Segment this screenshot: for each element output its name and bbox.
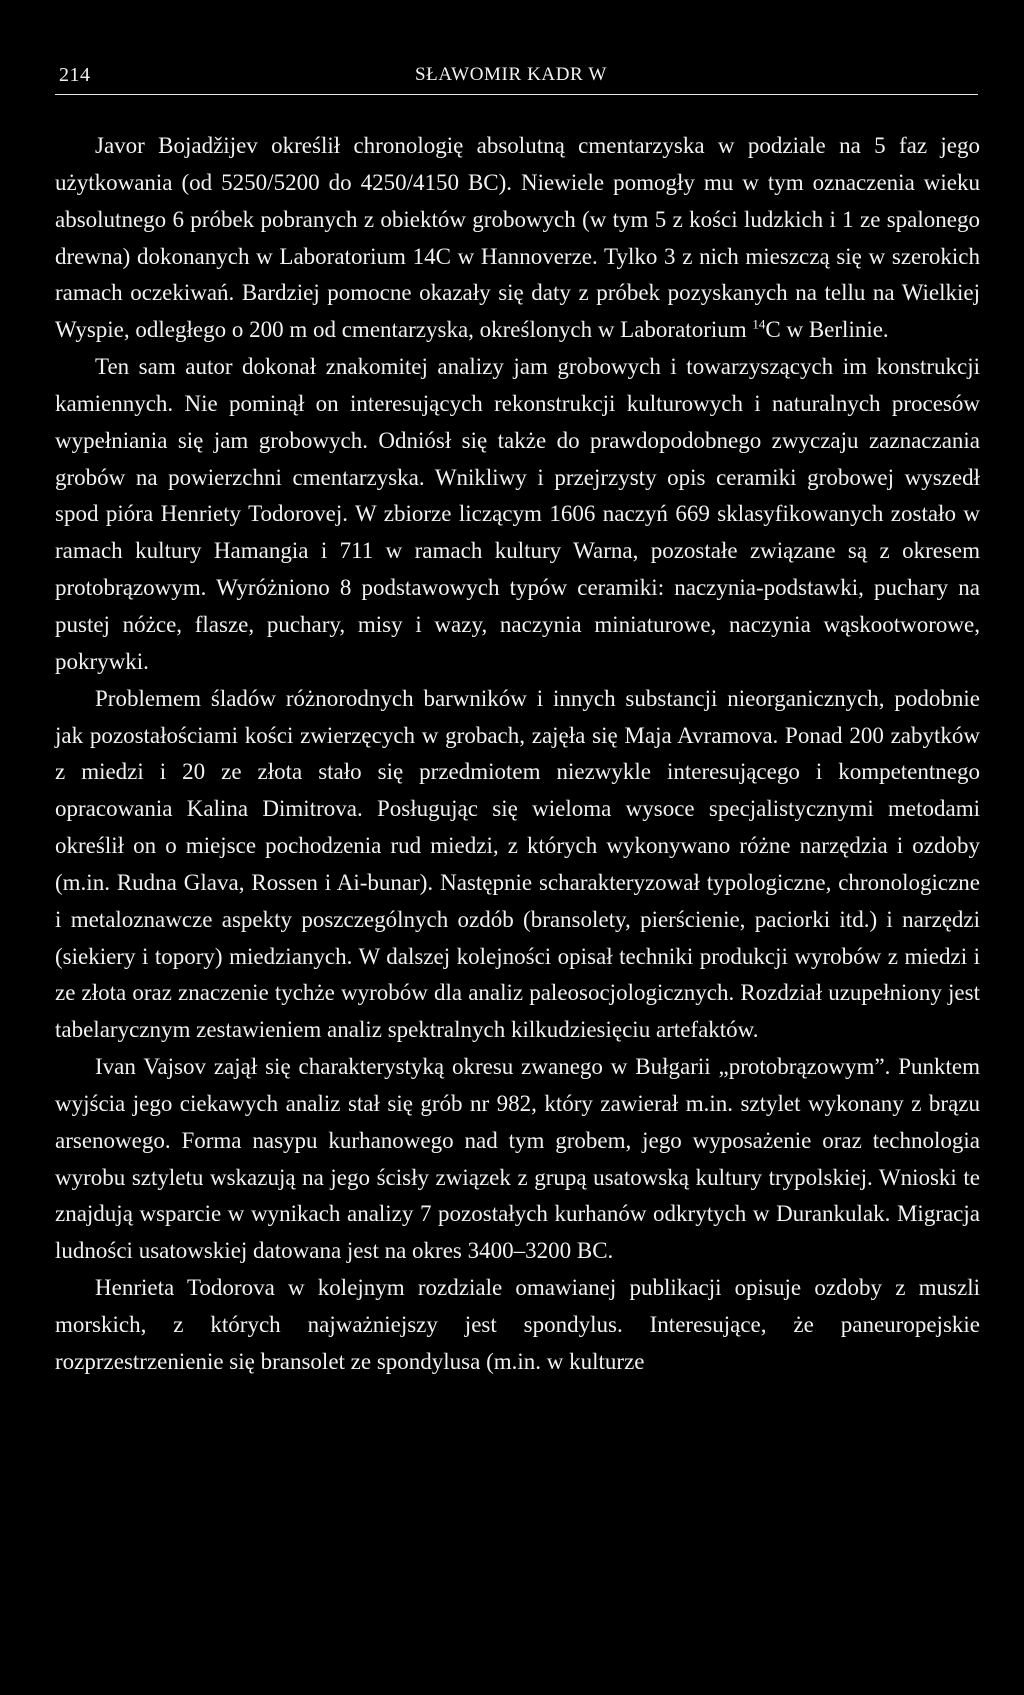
running-header-author: SŁAWOMIR KADR W (415, 64, 607, 85)
paragraph-1 (55, 128, 980, 349)
page-number: 214 (59, 64, 91, 86)
superscript-14: 14 (752, 316, 766, 332)
running-header (55, 64, 978, 95)
paragraph-4: Ivan Vajsov zajął się charakterystyką okresu zwanego w Bułgarii „protobrązowym”. Punktem wyjścia jego ciekawych analiz stał się grób nr 982, który zawierał m.in. sztylet wykonany z brązu arsenowego. Forma nasypu kurhanowego nad tym grobem, jego wyposażenie oraz technologia wyrobu sztyletu wskazują na jego ścisły związek z grupą usatowską kultury trypolskiej. Wnioski te znajdują wsparcie w wynikach analizy 7 pozostałych kurhanów odkrytych w Durankulak. Migracja ludności usatowskiej datowana jest na okres 3400–3200 BC. (55, 1054, 980, 1264)
paragraph-1-text-end: C w Berlinie. (765, 317, 889, 343)
paragraph-5: Henrieta Todorova w kolejnym rozdziale omawianej publikacji opisuje ozdoby z muszli morskich, z których najważniejszy jest spondylus. Interesujące, że paneuropejskie rozprzestrzenienie się bransolet ze spondylusa (m.in. w kulturze (55, 1275, 980, 1374)
paragraph-2: Ten sam autor dokonał znakomitej analizy jam grobowych i towarzyszących im konstrukcji kamiennych. Nie pominął on interesujących rekonstrukcji kulturowych i naturalnych procesów wypełniania się jam grobowych. Odniósł się także do prawdopodobnego zwyczaju zaznaczania grobów na powierzchni cmentarzyska. Wnikliwy i przejrzysty opis ceramiki grobowej wyszedł spod pióra Henriety Todorovej. W zbiorze liczącym 1606 naczyń 669 sklasyfikowanych zostało w ramach kultury Hamangia i 711 w ramach kultury Warna, pozostałe związane są z okresem protobrązowym. Wyróżniono 8 podstawowych typów ceramiki: naczynia-podstawki, puchary na pustej nóżce, flasze, puchary, misy i wazy, naczynia miniaturowe, naczynia wąskootworowe, pokrywki. (55, 354, 980, 674)
body-text (55, 128, 980, 1381)
paragraph-1-text: Javor Bojadžijev określił chronologię absolutną cmentarzyska w podziale na 5 faz jego użytkowania (od 5250/5200 do 4250/4150 BC). Niewiele pomogły mu w tym oznaczenia wieku absolutnego 6 próbek pobranych z obiektów grobowych (w tym 5 z kości ludzkich i 1 ze spalonego drewna) dokonanych w Laboratorium 14C w Hannoverze. Tylko 3 z nich mieszczą się w szerokich ramach oczekiwań. Bardziej pomocne okazały się daty z próbek pozyskanych na tellu na Wielkiej Wyspie, odległego o 200 m od cmentarzyska, określonych w Laboratorium (55, 133, 980, 343)
paragraph-3: Problemem śladów różnorodnych barwników i innych substancji nieorganicznych, podobnie jak pozostałościami kości zwierzęcych w grobach, zajęła się Maja Avramova. Ponad 200 zabytków z miedzi i 20 ze złota stało się przedmiotem niezwykle interesującego i kompetentnego opracowania Kalina Dimitrova. Posługując się wieloma wysoce specjalistycznymi metodami określił on o miejsce pochodzenia rud miedzi, z których wykonywano różne narzędzia i ozdoby (m.in. Rudna Glava, Rossen i Ai-bunar). Następnie scharakteryzował typologiczne, chronologiczne i metaloznawcze aspekty poszczególnych ozdób (bransolety, pierścienie, paciorki itd.) i narzędzi (siekiery i topory) miedzianych. W dalszej kolejności opisał techniki produkcji wyrobów z miedzi i ze złota oraz znaczenie tychże wyrobów dla analiz paleosocjologicznych. Rozdział uzupełniony jest tabelarycznym zestawieniem analiz spektralnych kilkudziesięciu artefaktów. (55, 685, 980, 1043)
